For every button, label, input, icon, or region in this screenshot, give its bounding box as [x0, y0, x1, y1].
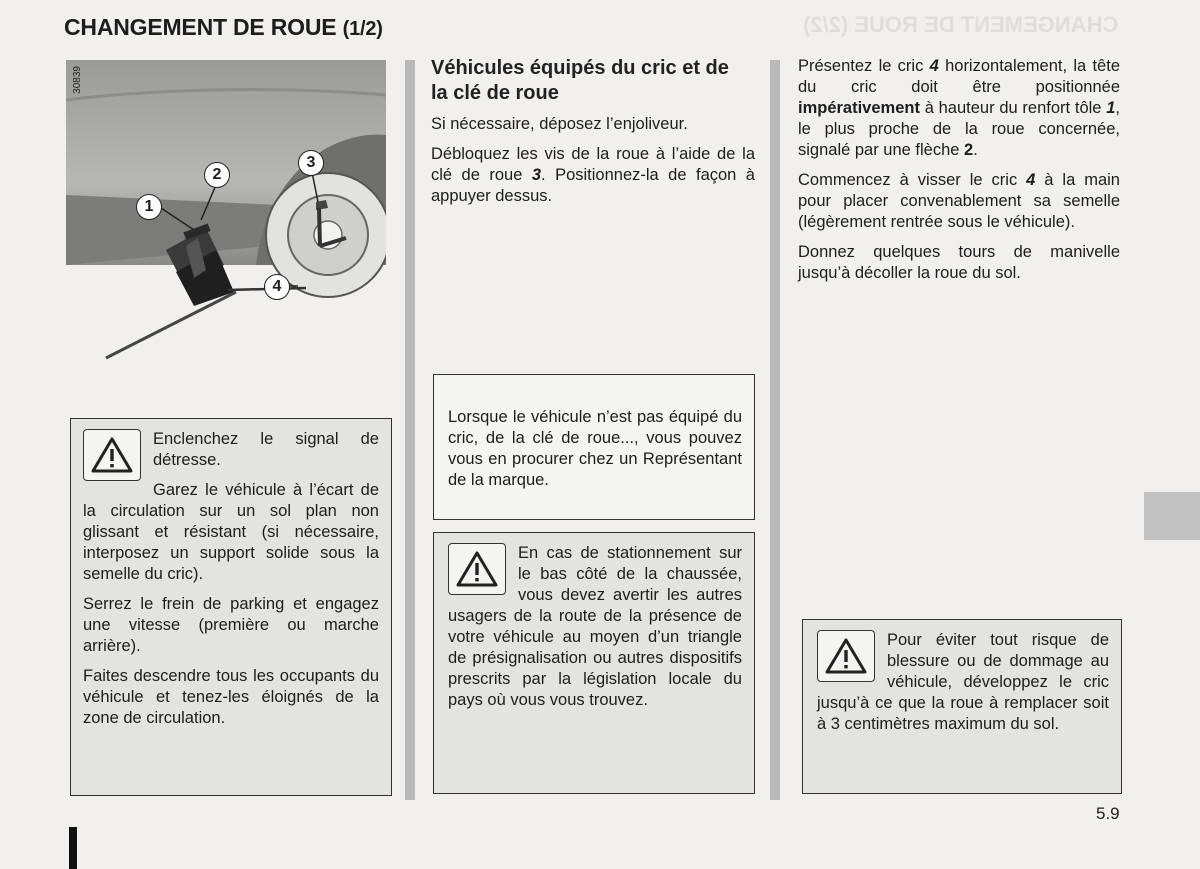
- warning-paragraph: Enclenchez le signal de détresse.: [153, 430, 379, 469]
- section-heading: Véhicules équipés du cric et de la clé de roue: [431, 57, 729, 104]
- callout-3: 3: [298, 150, 324, 176]
- callout-1: 1: [136, 194, 162, 220]
- warning-paragraph: Serrez le frein de parking et engagez une vitesse (première ou marche arrière).: [83, 595, 379, 655]
- instruction-paragraph: Présentez le cric 4 horizontalement, la tête du cric doit être positionnée impérativement à hauteur du renfort tôle 1, le plus proche de la roue concernée, signalé par une flèche 2.: [798, 57, 1120, 159]
- jack-illustration: [66, 60, 386, 370]
- callout-2: 2: [204, 162, 230, 188]
- instruction-paragraph: Commencez à visser le cric 4 à la main pour placer convenablement sa semelle (légèrement rentrée sous le véhicule).: [798, 171, 1120, 231]
- middle-instructions: [431, 114, 755, 216]
- warning-triangle-icon: [448, 543, 506, 595]
- warning-paragraph: Garez le véhicule à l’écart de la circulation sur un sol plan non glissant et résistant (si nécessaire, interposez un support solide sous la semelle du cric).: [83, 481, 379, 583]
- safety-warning-box: [70, 418, 392, 796]
- warning-paragraph: Faites descendre tous les occupants du véhicule et tenez-les éloignés de la zone de circulation.: [83, 667, 379, 727]
- page-title-part: (1/2): [342, 18, 383, 40]
- column-divider-left: [405, 60, 415, 800]
- show-through-title: CHANGEMENT DE ROUE (2/2): [802, 12, 1118, 37]
- chapter-tab: [1144, 492, 1200, 540]
- instruction-paragraph: Si nécessaire, déposez l’enjoliveur.: [431, 115, 688, 133]
- warning-text: Pour éviter tout risque de blessure ou de dommage au véhicule, développez le cric jusqu’à ce que la roue à remplacer soit à 3 centimètres maximum du sol.: [817, 631, 1109, 733]
- instruction-paragraph: Donnez quelques tours de manivelle jusqu’à décoller la roue du sol.: [798, 243, 1120, 282]
- equipment-note-box: [433, 374, 755, 520]
- page-title: [64, 14, 383, 41]
- page-title-text: CHANGEMENT DE ROUE: [64, 14, 337, 40]
- roadside-warning-box: [433, 532, 755, 794]
- jack-drawing: [66, 60, 386, 370]
- instruction-paragraph: Débloquez les vis de la roue à l’aide de la clé de roue 3. Positionnez-la de façon à appuyer dessus.: [431, 145, 755, 205]
- right-instructions: [798, 56, 1120, 293]
- page-number: 5.9: [1096, 804, 1120, 823]
- figure-reference: 30839: [72, 66, 83, 94]
- warning-text: En cas de stationnement sur le bas côté de la chaussée, vous devez avertir les autres usagers de la route de la présence de votre véhicule au moyen d’un triangle de présignalisation ou autres dispositifs prescrits par la législation locale du pays où vous vous trouvez.: [448, 544, 742, 709]
- note-text: Lorsque le véhicule n’est pas équipé du cric, de la clé de roue..., vous pouvez vous en procurer chez un Représentant de la marque.: [448, 408, 742, 489]
- warning-triangle-icon: [83, 429, 141, 481]
- warning-triangle-icon: [817, 630, 875, 682]
- column-divider-right: [770, 60, 780, 800]
- binding-mark: [69, 827, 77, 869]
- callout-4: 4: [264, 274, 290, 300]
- jack-height-warning-box: [802, 619, 1122, 794]
